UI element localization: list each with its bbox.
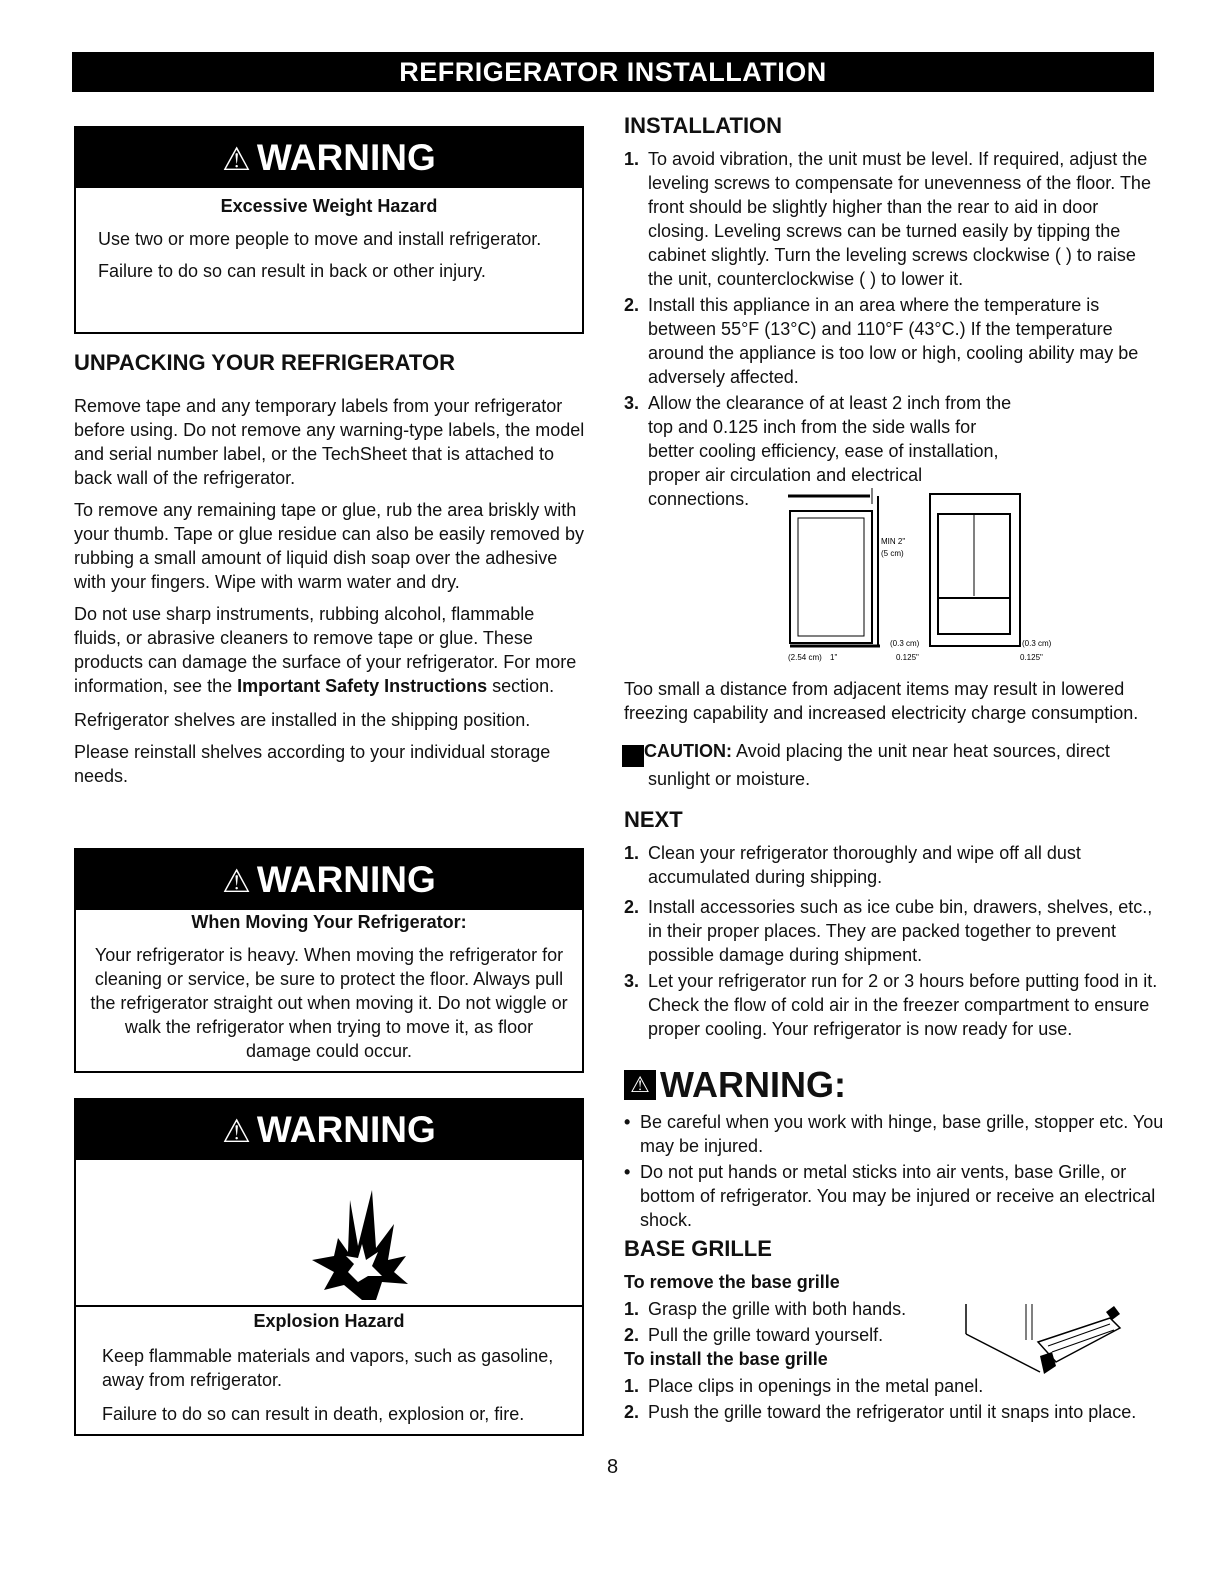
list-item: • Be careful when you work with hinge, base grille, stopper etc. You may be injured. [624, 1112, 1164, 1156]
unpacking-para-5: Please reinstall shelves according to your individual storage needs. [74, 742, 551, 786]
weight-warning-text-2: Failure to do so can result in back or other injury. [98, 261, 486, 281]
unpacking-para-4: Refrigerator shelves are installed in the shipping position. [74, 710, 531, 730]
unpacking-para-2: To remove any remaining tape or glue, rub the area briskly with your thumb. Tape or glue residue can also be easily removed by rubbing a small amount of liquid dish soap over the adhesive with your fingers. Wipe with warm water and dry. [74, 500, 584, 592]
installation-list [624, 147, 1164, 511]
rear-clearance-label: 1" [830, 653, 838, 662]
min-clearance-cm: (5 cm) [881, 549, 904, 558]
weight-warning-box [74, 126, 584, 334]
explosion-warning-text-1: Keep flammable materials and vapors, such as gasoline, away from refrigerator. [102, 1346, 554, 1390]
right-gap-cm: (0.3 cm) [1022, 639, 1052, 648]
general-warning-title: ⚠ WARNING: [624, 1064, 1164, 1106]
list-item: 1. Grasp the grille with both hands. [624, 1299, 907, 1319]
installation-title: INSTALLATION [624, 113, 783, 138]
warning-header [76, 850, 582, 910]
next-list [624, 841, 1164, 1041]
explosion-warning-text-2: Failure to do so can result in death, explosion or, fire. [102, 1404, 525, 1424]
explosion-warning-box [74, 1098, 584, 1436]
weight-warning-text-1: Use two or more people to move and install refrigerator. [98, 229, 542, 249]
left-gap-label: 0.125" [896, 653, 919, 662]
warning-title: WARNING [256, 1109, 436, 1150]
list-item: 1. To avoid vibration, the unit must be level. If required, adjust the leveling screws to compensate for unevenness of the floor. The front should be slightly higher than the rear to aid in door closing. Leveling screws can be turned easily by tipping the cabinet slightly. Turn the leveling screws clockwise ( ) to raise the unit, counterclockwise ( ) to lower it. [624, 149, 1151, 289]
remove-grille-title: To remove the base grille [624, 1272, 840, 1292]
installation-notes [617, 677, 1164, 791]
explosion-symbol-area [76, 1160, 582, 1307]
warning-header [76, 128, 582, 188]
base-grille-illustration [960, 1300, 1130, 1380]
explosion-hazard-title: Explosion Hazard [253, 1311, 405, 1331]
list-item: 2. Install this appliance in an area where the temperature is between 55°F (13°C) and 110°F (43°C.) If the temperature around the appliance is too low or high, cooling ability may be adversely affected. [624, 295, 1139, 387]
list-item: 2. Pull the grille toward yourself. [624, 1325, 884, 1345]
general-warning-section [624, 1064, 1164, 1234]
safety-instructions-ref: Important Safety Instructions [237, 676, 488, 696]
unpacking-para-1: Remove tape and any temporary labels from your refrigerator before using. Do not remove any warning-type labels, the model and serial number label, or the TechSheet that is attached to back wall of the refrigerator. [74, 396, 585, 488]
warning-triangle-icon: ⚠ [222, 141, 251, 177]
right-gap-label: 0.125" [1020, 653, 1043, 662]
min-clearance-label: MIN 2" [881, 537, 906, 546]
warning-triangle-icon: ⚠ [222, 1113, 251, 1149]
list-item: 3. Allow the clearance of at least 2 inch from the top and 0.125 inch from the side walls for better cooling efficiency, ease of installation, proper air circulation and electrical connections. [624, 393, 1012, 509]
list-item: 1. Clean your refrigerator thoroughly and wipe off all dust accumulated during shipping. [624, 843, 1081, 887]
list-item: • Do not put hands or metal sticks into air vents, base Grille, or bottom of refrigerator. You may be injured or receive an electrical shock. [624, 1162, 1156, 1230]
unpacking-para-3: Do not use sharp instruments, rubbing alcohol, flammable fluids, or abrasive cleaners to remove tape or glue. These products can damage the surface of your refrigerator. For more information, see the Important Safety Instructions section. [74, 604, 577, 696]
rear-clearance-cm: (2.54 cm) [788, 653, 822, 662]
list-item: 2. Push the grille toward the refrigerator until it snaps into place. [624, 1402, 1137, 1422]
moving-warning-title: When Moving Your Refrigerator: [191, 912, 467, 932]
list-item: 2. Install accessories such as ice cube bin, drawers, shelves, etc., in their proper places. They are packed together to prevent possible damage during shipment. [624, 897, 1153, 965]
caution-text: ! CAUTION: Avoid placing the unit near heat sources, direct sunlight or moisture. [617, 741, 1110, 789]
page-number: 8 [606, 1456, 619, 1478]
base-grille-title: BASE GRILLE [624, 1236, 772, 1261]
next-title: NEXT [624, 807, 683, 832]
explosion-icon [76, 1160, 582, 1305]
install-grille-list [624, 1374, 1164, 1424]
left-gap-cm: (0.3 cm) [890, 639, 920, 648]
next-section [624, 807, 1164, 1043]
general-warning-list [624, 1110, 1164, 1232]
unpacking-title: UNPACKING YOUR REFRIGERATOR [74, 350, 455, 375]
list-item: 3. Let your refrigerator run for 2 or 3 hours before putting food in it. Check the flow of cold air in the freezer compartment to ensure proper cooling. Your refrigerator is now ready for use. [624, 971, 1158, 1039]
warning-title: WARNING [256, 859, 436, 900]
unpacking-section [74, 350, 586, 788]
installation-section [624, 113, 1164, 513]
moving-warning-box [74, 848, 584, 1073]
distance-note: Too small a distance from adjacent items may result in lowered freezing capability and increased electricity charge consumption. [624, 679, 1139, 723]
warning-header [76, 1100, 582, 1160]
warning-title: WARNING [256, 137, 436, 178]
page-banner: REFRIGERATOR INSTALLATION [72, 52, 1154, 92]
warning-triangle-icon: ⚠ [222, 863, 251, 899]
moving-warning-text: Your refrigerator is heavy. When moving the refrigerator for cleaning or service, be sure to protect the floor. Always pull the refrigerator straight out when moving it. Do not wiggle or walk the refrigerator when trying to move it, as floor damage could occur. [90, 945, 568, 1061]
clearance-diagram [770, 486, 1070, 666]
list-item: 1. Place clips in openings in the metal panel. [624, 1376, 984, 1396]
weight-hazard-title: Excessive Weight Hazard [220, 196, 438, 216]
caution-icon: ! [622, 745, 644, 767]
install-grille-title: To install the base grille [624, 1349, 828, 1369]
warning-triangle-icon: ⚠ [624, 1070, 656, 1100]
